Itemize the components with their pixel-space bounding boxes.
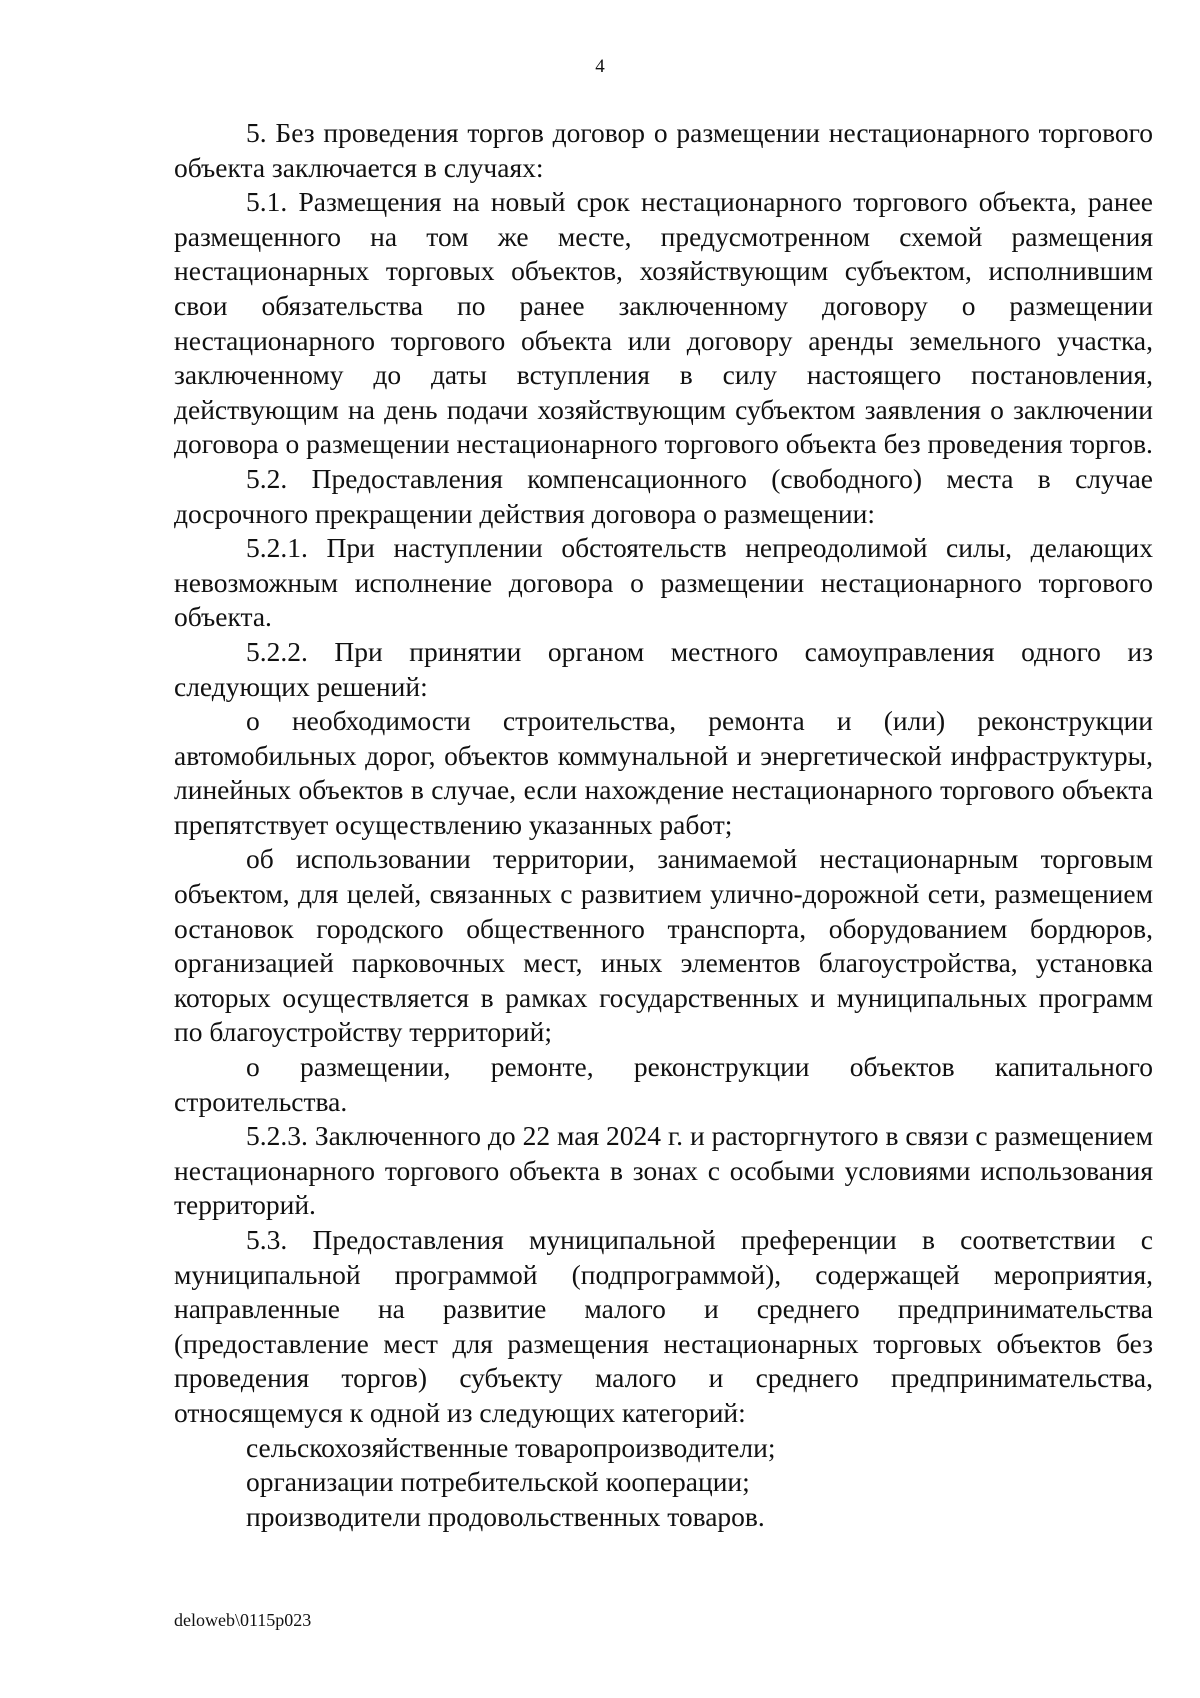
clause-5-2-1: 5.2.1. При наступлении обстоятельств непреодолимой силы, делающих невозможным исполнение договора о размещении нестационарного торгового объекта. [174,532,1153,633]
clause-5-1: 5.1. Размещения на новый срок нестационарного торгового объекта, ранее размещенного на том же месте, предусмотренном схемой размещения нестационарных торговых объектов, хозяйствующим субъектом, исполнившим свои обязательства по ранее заключенному договору о размещении нестационарного торгового объекта или договору аренды земельного участка, заключенному до даты вступления в силу настоящего постановления, действующим на день подачи хозяйствующим субъектом заявления о заключении договора о размещении нестационарного торгового объекта без проведения торгов. [174,186,1153,460]
clause-5-2: 5.2. Предоставления компенсационного (свободного) места в случае досрочного прекращении действия договора о размещении: [174,462,1153,529]
clause-5-3: 5.3. Предоставления муниципальной преференции в соответствии с муниципальной программой (подпрограммой), содержащей мероприятия, направленные на развитие малого и среднего предпринимательства (предоставление мест для размещения нестационарных торговых объектов без проведения торгов) субъекту малого и среднего предпринимательства, относящемуся к одной из следующих категорий: [174,1224,1153,1428]
footer-document-code: deloweb\0115p023 [174,1610,312,1630]
category-item: производители продовольственных товаров. [246,1500,765,1532]
document-body [174,116,1153,1534]
decision-item-roads: о необходимости строительства, ремонта и (или) реконструкции автомобильных дорог, объектов коммунальной и энергетической инфраструктуры, линейных объектов в случае, если нахождение нестационарного торгового объекта препятствует осуществлению указанных работ; [174,705,1153,840]
page-number: 4 [595,56,605,77]
category-item: организации потребительской кооперации; [246,1466,750,1498]
clause-5-2-3: 5.2.3. Заключенного до 22 мая 2024 г. и расторгнутого в связи с размещением нестационарного торгового объекта в зонах с особыми условиями использования территорий. [174,1120,1153,1221]
decision-item-construction: о размещении, ремонте, реконструкции объектов капитального строительства. [174,1051,1153,1117]
category-item: сельскохозяйственные товаропроизводители; [246,1431,776,1463]
clause-5: 5. Без проведения торгов договор о размещении нестационарного торгового объекта заключается в случаях: [174,117,1153,183]
decision-item-territory: об использовании территории, занимаемой нестационарным торговым объектом, для целей, связанных с развитием улично-дорожной сети, размещением остановок городского общественного транспорта, оборудованием бордюров, организацией парковочных мест, иных элементов благоустройства, установка которых осуществляется в рамках государственных и муниципальных программ по благоустройству территорий; [174,843,1153,1048]
clause-5-2-2: 5.2.2. При принятии органом местного самоуправления одного из следующих решений: [174,635,1153,702]
